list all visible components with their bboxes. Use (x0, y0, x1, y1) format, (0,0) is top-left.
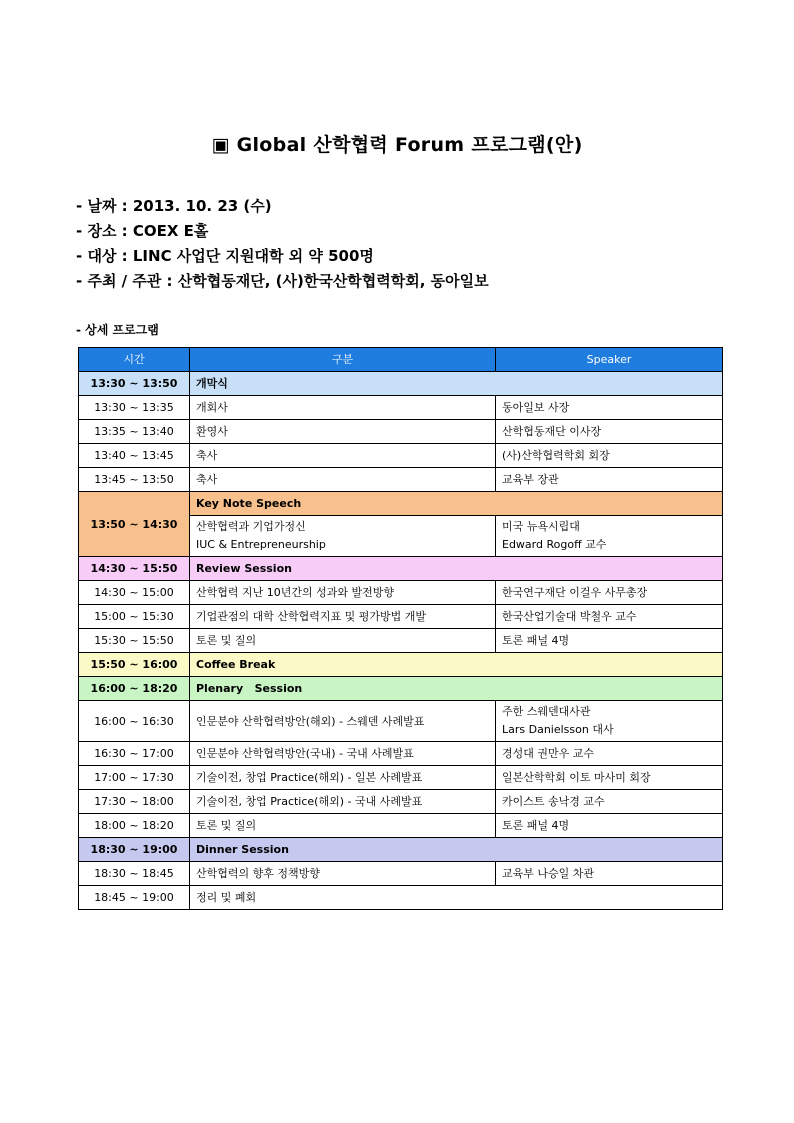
section-opening (79, 372, 723, 396)
row-speaker: 산학협동재단 이사장 (496, 420, 723, 444)
row-item (190, 516, 496, 557)
table-row (79, 814, 723, 838)
section-title: Plenary Session (190, 677, 723, 701)
section-review (79, 557, 723, 581)
row-speaker: (사)산학협력학회 회장 (496, 444, 723, 468)
table-row (79, 701, 723, 742)
section-title: 개막식 (190, 372, 723, 396)
row-item: 토론 및 질의 (190, 629, 496, 653)
row-speaker: 토론 패널 4명 (496, 629, 723, 653)
row-time: 13:30 ~ 13:35 (79, 396, 190, 420)
row-time: 13:45 ~ 13:50 (79, 468, 190, 492)
row-speaker: 교육부 장관 (496, 468, 723, 492)
event-info (76, 194, 489, 294)
row-item: 산학협력의 향후 정책방향 (190, 862, 496, 886)
row-item: 개회사 (190, 396, 496, 420)
row-time: 16:30 ~ 17:00 (79, 742, 190, 766)
row-item: 기술이전, 창업 Practice(해외) - 일본 사례발표 (190, 766, 496, 790)
row-item: 축사 (190, 444, 496, 468)
row-time: 15:00 ~ 15:30 (79, 605, 190, 629)
header-speaker: Speaker (496, 348, 723, 372)
row-speaker (496, 701, 723, 742)
item-line: IUC & Entrepreneurship (196, 538, 326, 551)
table-row (79, 742, 723, 766)
section-time: 15:50 ~ 16:00 (79, 653, 190, 677)
speaker-line: Lars Danielsson 대사 (502, 723, 614, 736)
section-time: 14:30 ~ 15:50 (79, 557, 190, 581)
row-speaker: 토론 패널 4명 (496, 814, 723, 838)
speaker-line: 주한 스웨덴대사관 (502, 705, 591, 718)
row-speaker: 한국산업기술대 박철우 교수 (496, 605, 723, 629)
item-line: 산학협력과 기업가정신 (196, 520, 306, 533)
row-time: 16:00 ~ 16:30 (79, 701, 190, 742)
section-dinner (79, 838, 723, 862)
section-time: 13:30 ~ 13:50 (79, 372, 190, 396)
row-speaker: 교육부 나승일 차관 (496, 862, 723, 886)
table-row (79, 629, 723, 653)
table-row (79, 444, 723, 468)
header-item: 구분 (190, 348, 496, 372)
row-item: 토론 및 질의 (190, 814, 496, 838)
section-title: Key Note Speech (190, 492, 723, 516)
row-item: 기술이전, 창업 Practice(해외) - 국내 사례발표 (190, 790, 496, 814)
section-time: 16:00 ~ 18:20 (79, 677, 190, 701)
row-speaker: 카이스트 송낙경 교수 (496, 790, 723, 814)
row-speaker: 일본산학학회 이토 마사미 회장 (496, 766, 723, 790)
row-time: 17:00 ~ 17:30 (79, 766, 190, 790)
table-row (79, 766, 723, 790)
table-row (79, 862, 723, 886)
table-row (79, 605, 723, 629)
row-item: 인문분야 산학협력방안(국내) - 국내 사례발표 (190, 742, 496, 766)
row-speaker: 한국연구재단 이걸우 사무총장 (496, 581, 723, 605)
section-title: Dinner Session (190, 838, 723, 862)
section-title: Review Session (190, 557, 723, 581)
table-row (79, 886, 723, 910)
row-time: 18:00 ~ 18:20 (79, 814, 190, 838)
row-time: 18:45 ~ 19:00 (79, 886, 190, 910)
page-title: ▣ Global 산학협력 Forum 프로그램(안) (211, 134, 583, 156)
info-date: - 날짜 : 2013. 10. 23 (수) (76, 197, 272, 215)
section-time: 18:30 ~ 19:00 (79, 838, 190, 862)
row-item: 축사 (190, 468, 496, 492)
program-table (78, 347, 723, 910)
row-item: 기업관점의 대학 산학협력지표 및 평가방법 개발 (190, 605, 496, 629)
section-keynote (79, 492, 723, 516)
speaker-line: Edward Rogoff 교수 (502, 538, 607, 551)
table-row (79, 581, 723, 605)
table-row (79, 790, 723, 814)
row-item: 인문분야 산학협력방안(해외) - 스웨덴 사례발표 (190, 701, 496, 742)
table-header-row (79, 348, 723, 372)
table-row (79, 468, 723, 492)
row-time: 18:30 ~ 18:45 (79, 862, 190, 886)
speaker-line: 미국 뉴욕시립대 (502, 520, 580, 533)
section-coffee (79, 653, 723, 677)
row-time: 15:30 ~ 15:50 (79, 629, 190, 653)
info-venue: - 장소 : COEX E홀 (76, 222, 209, 240)
section-plenary (79, 677, 723, 701)
section-time: 13:50 ~ 14:30 (79, 492, 190, 557)
row-item: 산학협력 지난 10년간의 성과와 발전방향 (190, 581, 496, 605)
row-speaker: 동아일보 사장 (496, 396, 723, 420)
row-item: 환영사 (190, 420, 496, 444)
row-speaker (496, 516, 723, 557)
info-audience: - 대상 : LINC 사업단 지원대학 외 약 500명 (76, 247, 374, 265)
row-item: 정리 및 폐회 (190, 886, 723, 910)
row-speaker: 경성대 권만우 교수 (496, 742, 723, 766)
section-title: Coffee Break (190, 653, 723, 677)
row-time: 13:35 ~ 13:40 (79, 420, 190, 444)
table-row (79, 420, 723, 444)
row-time: 17:30 ~ 18:00 (79, 790, 190, 814)
row-time: 14:30 ~ 15:00 (79, 581, 190, 605)
header-time: 시간 (79, 348, 190, 372)
program-subheading: - 상세 프로그램 (76, 323, 159, 337)
row-time: 13:40 ~ 13:45 (79, 444, 190, 468)
table-row (79, 396, 723, 420)
info-organizer: - 주최 / 주관 : 산학협동재단, (사)한국산학협력학회, 동아일보 (76, 272, 489, 290)
